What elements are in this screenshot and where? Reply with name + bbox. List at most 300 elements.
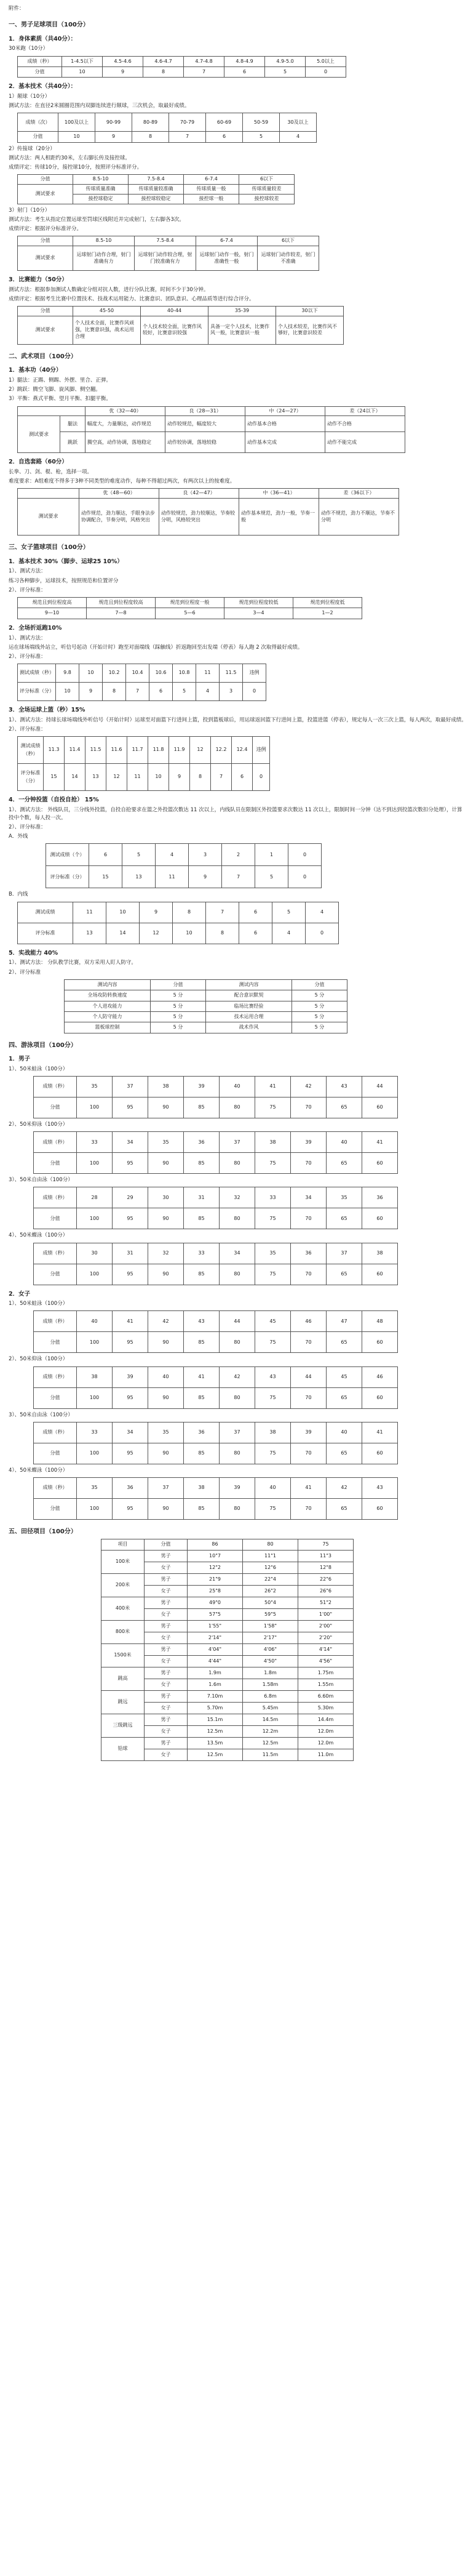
table-cell: 75 xyxy=(255,1443,291,1464)
item-label: 2）传接球（20分） xyxy=(9,145,55,152)
table-cell: 34 xyxy=(113,1422,148,1443)
table-cell: 100 xyxy=(77,1498,113,1519)
row-head: 测试要求 xyxy=(18,185,73,204)
table-cell: 90 xyxy=(148,1153,184,1174)
method-text: 测试方法：根据参加测试人数确定分组对抗人数，进行分队比赛，时间不少于30分钟。 xyxy=(9,286,209,293)
table-cell: 4'14" xyxy=(298,1643,354,1655)
table-cell: 临场比赛经验 xyxy=(206,1001,292,1011)
row-head: 分值 xyxy=(34,1498,77,1519)
swim-score-table xyxy=(33,1076,398,1118)
table-cell: 95 xyxy=(113,1498,148,1519)
table-cell: 10 xyxy=(148,764,169,791)
table-cell: 6 xyxy=(224,66,265,77)
table-cell: 男子 xyxy=(145,1737,188,1749)
event-name: 铅球 xyxy=(101,1737,145,1760)
table-cell: 60-69 xyxy=(206,113,243,132)
table-cell: 60 xyxy=(362,1264,398,1285)
table-cell: 36 xyxy=(291,1243,327,1264)
table-cell: 65 xyxy=(327,1498,362,1519)
table-cell: 15 xyxy=(44,764,65,791)
table-cell: 女子 xyxy=(145,1702,188,1714)
table-cell: 男子 xyxy=(145,1597,188,1608)
table-cell: 运球射门动作较差，射门不准确 xyxy=(258,246,319,271)
table-cell: 40 xyxy=(148,1366,184,1387)
table-cell: 优（32—40） xyxy=(85,406,165,416)
table-cell: 37 xyxy=(113,1077,148,1097)
table-cell: 10 xyxy=(58,132,95,142)
table-cell: 90 xyxy=(148,1498,184,1519)
table-cell: 34 xyxy=(113,1132,148,1153)
table-cell: 80 xyxy=(220,1332,255,1353)
table-cell: 95 xyxy=(113,1264,148,1285)
table-cell: 60 xyxy=(362,1332,398,1353)
table-cell: 65 xyxy=(327,1387,362,1408)
table-cell: 3 xyxy=(189,844,222,866)
table-cell: 40 xyxy=(77,1311,113,1332)
table-cell: 15 xyxy=(89,866,122,888)
table-cell: 26"6 xyxy=(298,1585,354,1597)
table-cell: 40 xyxy=(255,1477,291,1498)
table-cell: 65 xyxy=(327,1208,362,1229)
table-cell: 0 xyxy=(306,923,339,944)
table-cell: 12.4 xyxy=(232,737,253,764)
table-cell: 75 xyxy=(255,1498,291,1519)
table-cell: 女子 xyxy=(145,1608,188,1620)
table-cell: 1.75m xyxy=(298,1667,354,1679)
table-cell: 80 xyxy=(220,1097,255,1118)
table-cell: 70 xyxy=(291,1097,327,1118)
table-cell: 25"8 xyxy=(188,1585,243,1597)
table-cell: 85 xyxy=(184,1332,220,1353)
table-cell: 35 xyxy=(77,1477,113,1498)
std-label: 2）、评分标准： xyxy=(9,824,46,831)
table-cell: 运球射门动作较合理，射门较准确有力 xyxy=(135,246,196,271)
table-cell: 6 xyxy=(149,683,173,701)
table-cell: 100 xyxy=(77,1153,113,1174)
table-cell: 10.6 xyxy=(149,664,173,683)
table-cell: 女子 xyxy=(145,1655,188,1667)
table-cell: 8 xyxy=(143,66,184,77)
table-cell: 8 xyxy=(206,923,239,944)
table-cell: 4.7-4.8 xyxy=(184,56,224,66)
table-cell: 80 xyxy=(220,1387,255,1408)
table-cell: 30 xyxy=(77,1243,113,1264)
table-cell: 80 xyxy=(220,1264,255,1285)
table-cell: 35 xyxy=(148,1132,184,1153)
std-label: 2）、评分标准： xyxy=(9,653,46,660)
table-cell: 6 xyxy=(232,764,253,791)
table-cell: 43 xyxy=(184,1311,220,1332)
table-cell: 80 xyxy=(220,1498,255,1519)
table-cell: 12.0m xyxy=(298,1725,354,1737)
table-cell: 44 xyxy=(291,1366,327,1387)
table-cell: 10 xyxy=(79,664,103,683)
table-cell: 45 xyxy=(255,1311,291,1332)
table-cell: 22"6 xyxy=(298,1573,354,1585)
body-text: 长拳、刀、剑、棍、枪，选择一项。 xyxy=(9,469,93,476)
table-cell: 43 xyxy=(255,1366,291,1387)
table-cell: 规范且到位程度较高 xyxy=(87,598,156,608)
table-cell: 90-99 xyxy=(95,113,132,132)
table-cell: 38 xyxy=(148,1077,184,1097)
section-title-wushu: 二、武术项目（100分） xyxy=(9,353,77,360)
table-cell: 33 xyxy=(184,1243,220,1264)
method-text: 测试方法：考生从指定位置运球至罚球区线附近并完成射门，左右脚各3次。 xyxy=(9,216,184,223)
table-cell: 65 xyxy=(327,1153,362,1174)
table-cell: 49"0 xyxy=(188,1597,243,1608)
row-head: 测试要求 xyxy=(18,416,60,453)
table-cell: 85 xyxy=(184,1153,220,1174)
table-cell: 传球质量准确 xyxy=(73,185,129,195)
table-cell: 5 xyxy=(173,683,196,701)
table-cell: 9 xyxy=(79,683,103,701)
table-cell: 动作基本规范，劲力一般，节奏一般 xyxy=(239,499,319,536)
table-cell: 5 分 xyxy=(292,1022,347,1033)
table-cell: 36 xyxy=(184,1132,220,1153)
table-cell: 90 xyxy=(148,1387,184,1408)
swim-event-label: 4）、50米蝶泳（100分） xyxy=(9,1467,68,1474)
table-cell: 6-7.4 xyxy=(184,175,239,185)
match-eval-table xyxy=(64,979,347,1033)
row-head: 测试要求 xyxy=(18,316,73,344)
table-cell: 1'58" xyxy=(243,1620,298,1632)
row-subhead: 腿法 xyxy=(60,416,85,432)
table-cell: 动作规范，劲力顺达，手眼身法步协调配合，节奏分明，风格突出 xyxy=(79,499,159,536)
table-cell: 35 xyxy=(327,1187,362,1208)
table-cell: 12"6 xyxy=(243,1562,298,1573)
table-cell: 技术运用合理 xyxy=(206,1011,292,1022)
table-cell: 5 分 xyxy=(292,990,347,1001)
item-label: 3）射门（10分） xyxy=(9,207,50,214)
table-cell: 动作不合格 xyxy=(325,416,405,432)
table-cell: 配合意识默契 xyxy=(206,990,292,1001)
table-cell: 11 xyxy=(127,764,148,791)
row-head: 分值 xyxy=(18,66,62,77)
table-cell: 12.2 xyxy=(211,737,232,764)
table-cell: 60 xyxy=(362,1387,398,1408)
table-cell: 50"4 xyxy=(243,1597,298,1608)
table-cell: 33 xyxy=(77,1132,113,1153)
table-cell: 38 xyxy=(362,1243,398,1264)
eval-text: 成绩评定：根据评分标准评分。 xyxy=(9,226,82,233)
table-cell: 65 xyxy=(327,1264,362,1285)
table-cell: 传球质量一般 xyxy=(184,185,239,195)
subsection-title: 4．一分钟投篮（自投自抢） 15% xyxy=(9,796,99,804)
table-cell: 1.6m xyxy=(188,1679,243,1690)
row-head: 成绩（秒） xyxy=(34,1477,77,1498)
table-cell: 8 xyxy=(173,902,206,923)
swim-score-table xyxy=(33,1187,398,1229)
row-head: 评分标准（分） xyxy=(18,764,44,791)
table-cell: 4.8-4.9 xyxy=(224,56,265,66)
table-cell: 14 xyxy=(106,923,140,944)
table-cell: 37 xyxy=(148,1477,184,1498)
table-cell: 6.8m xyxy=(243,1690,298,1702)
row-subhead: 跳跃 xyxy=(60,432,85,453)
row-head: 成绩（秒） xyxy=(18,56,62,66)
table-cell: 12 xyxy=(140,923,173,944)
table-cell: 85 xyxy=(184,1264,220,1285)
table-cell: 9 xyxy=(140,902,173,923)
table-cell: 11 xyxy=(156,866,189,888)
row-head: 评分标准（分） xyxy=(18,683,56,701)
table-cell: 46 xyxy=(362,1366,398,1387)
subsection-title: 3．全场运球上篮（秒）15% xyxy=(9,707,85,714)
sprint-30m-table xyxy=(17,56,346,78)
table-cell: 7—8 xyxy=(87,608,156,619)
table-cell: 6.60m xyxy=(298,1690,354,1702)
table-cell: 41 xyxy=(362,1132,398,1153)
table-cell: 70 xyxy=(291,1443,327,1464)
table-cell: 11.5m xyxy=(243,1749,298,1760)
table-cell: 个人进攻能力 xyxy=(65,1001,151,1011)
table-cell: 接控球较差 xyxy=(239,194,295,204)
table-cell: 80-89 xyxy=(132,113,169,132)
table-cell: 9.8 xyxy=(56,664,79,683)
table-cell: 8.5-10 xyxy=(73,175,129,185)
row-head: 分值 xyxy=(18,175,73,185)
shuttle-run-table xyxy=(17,664,266,701)
table-cell: 40-44 xyxy=(141,307,208,316)
std-label: 2）、评分标准： xyxy=(9,726,46,732)
table-cell: 80 xyxy=(220,1443,255,1464)
row-head: 测试成绩（秒） xyxy=(18,737,44,764)
table-cell: 40 xyxy=(327,1422,362,1443)
table-cell: 规范到位程度低 xyxy=(293,598,362,608)
table-cell: 4'04" xyxy=(188,1643,243,1655)
table-cell: 90 xyxy=(148,1208,184,1229)
table-cell: 37 xyxy=(220,1422,255,1443)
table-cell: 4.9-5.0 xyxy=(265,56,306,66)
table-cell: 35 xyxy=(255,1243,291,1264)
table-cell: 9 xyxy=(95,132,132,142)
table-cell: 7 xyxy=(126,683,149,701)
swim-event-label: 3）、50米自由泳（100分） xyxy=(9,1177,73,1184)
routine-table xyxy=(17,488,399,536)
table-cell: 41 xyxy=(291,1477,327,1498)
table-cell: 60 xyxy=(362,1443,398,1464)
athletics-table xyxy=(101,1539,354,1760)
table-cell: 中（24—27） xyxy=(245,406,325,416)
table-cell: 4 xyxy=(156,844,189,866)
table-cell: 5.0以上 xyxy=(306,56,346,66)
table-cell: 14.5m xyxy=(243,1714,298,1725)
table-cell: 男子 xyxy=(145,1643,188,1655)
table-cell: 75 xyxy=(255,1264,291,1285)
table-cell: 男子 xyxy=(145,1573,188,1585)
subsection-title: 1．基本技术 30%（脚步、运球25 10%） xyxy=(9,558,123,565)
row-head: 成绩（秒） xyxy=(34,1311,77,1332)
table-cell: 39 xyxy=(184,1077,220,1097)
table-cell: 40 xyxy=(220,1077,255,1097)
eval-text: 成绩评定：传球10分，接控球10分，按照评分标准评分。 xyxy=(9,164,143,171)
event-name: 跳远 xyxy=(101,1690,145,1714)
table-cell: 37 xyxy=(327,1243,362,1264)
list-item: 3）平衡：燕式平衡、望月平衡、扣腿平衡。 xyxy=(9,396,111,403)
table-cell: 41 xyxy=(255,1077,291,1097)
table-cell: 41 xyxy=(362,1422,398,1443)
table-cell: 11.5 xyxy=(85,737,106,764)
row-head: 成绩（秒） xyxy=(34,1366,77,1387)
table-cell: 5 分 xyxy=(151,1022,206,1033)
swim-event-label: 2）、50米仰泳（100分） xyxy=(9,1356,68,1363)
row-head: 成绩（秒） xyxy=(34,1243,77,1264)
subsection-title-male: 1．男子 xyxy=(9,1056,31,1063)
row-head: 成绩（次） xyxy=(18,113,58,132)
table-cell: 13 xyxy=(73,923,106,944)
table-header: 分值 xyxy=(151,979,206,990)
table-cell: 35 xyxy=(148,1422,184,1443)
table-header: 80 xyxy=(243,1539,298,1550)
table-cell: 65 xyxy=(327,1443,362,1464)
table-cell: 75 xyxy=(255,1332,291,1353)
table-cell: 50-59 xyxy=(243,113,280,132)
table-cell: 女子 xyxy=(145,1679,188,1690)
table-cell: 5 分 xyxy=(292,1001,347,1011)
table-cell: 5.30m xyxy=(298,1702,354,1714)
table-cell: 4 xyxy=(196,683,220,701)
event-name: 100米 xyxy=(101,1550,145,1573)
table-cell xyxy=(18,406,85,416)
row-head: 分值 xyxy=(34,1097,77,1118)
table-cell: 38 xyxy=(77,1366,113,1387)
row-head: 评分标准（分） xyxy=(46,866,89,888)
subsection-title-female: 2．女子 xyxy=(9,1290,31,1298)
table-cell: 7.10m xyxy=(188,1690,243,1702)
table-cell: 85 xyxy=(184,1097,220,1118)
table-cell: 37 xyxy=(220,1132,255,1153)
swim-event-label: 1）、50米蛙泳（100分） xyxy=(9,1065,68,1072)
table-cell: 7.5-8.4 xyxy=(129,175,184,185)
table-cell: 个人技术较差，比赛作风不够好，比赛意识较差 xyxy=(276,316,344,344)
table-cell: 男子 xyxy=(145,1714,188,1725)
std-label: 2）、评分标准 xyxy=(9,969,41,976)
table-cell: 0 xyxy=(288,844,322,866)
table-cell: 26"2 xyxy=(243,1585,298,1597)
table-cell: 42 xyxy=(291,1077,327,1097)
table-cell: 6 xyxy=(239,923,272,944)
table-cell: 70-79 xyxy=(169,113,206,132)
eval-text: 成绩评定：根据考生比赛中位置技术、技战术运用能力、比赛意识、团队意识、心理品质等进行综合评分。 xyxy=(9,295,255,302)
table-cell: 女子 xyxy=(145,1585,188,1597)
table-cell: 14 xyxy=(65,764,85,791)
table-cell: 2'17" xyxy=(243,1632,298,1643)
subsection-title: 1．基本功（40分） xyxy=(9,367,62,374)
table-cell: 44 xyxy=(220,1311,255,1332)
table-cell: 42 xyxy=(148,1311,184,1332)
table-cell: 90 xyxy=(148,1097,184,1118)
table-cell: 10"7 xyxy=(188,1550,243,1562)
item-label: B．内线 xyxy=(9,891,28,898)
table-header: 项目 xyxy=(101,1539,145,1550)
table-cell: 12 xyxy=(106,764,127,791)
subsection-title: 1．身体素质（共40分）： xyxy=(9,35,77,42)
table-cell: 7.5-8.4 xyxy=(135,236,196,246)
table-cell: 28 xyxy=(77,1187,113,1208)
table-cell: 6 xyxy=(89,844,122,866)
row-head: 测试成绩 xyxy=(18,902,73,923)
table-cell: 15.1m xyxy=(188,1714,243,1725)
table-cell: 规范且到位程度高 xyxy=(18,598,87,608)
method-text: 1）、测试方法： xyxy=(9,635,46,641)
table-cell: 10 xyxy=(173,923,206,944)
table-cell: 12"8 xyxy=(298,1562,354,1573)
table-cell: 优（48—60） xyxy=(79,489,159,499)
table-cell: 12.0m xyxy=(298,1737,354,1749)
table-cell xyxy=(18,489,79,499)
table-cell: 100 xyxy=(77,1264,113,1285)
swim-score-table xyxy=(33,1422,398,1464)
table-cell: 80 xyxy=(220,1208,255,1229)
inside-shooting-table xyxy=(17,902,339,944)
list-item: 2）跳跃：腾空飞脚、旋风脚、侧空翻。 xyxy=(9,387,101,393)
table-cell: 90 xyxy=(148,1332,184,1353)
table-cell: 34 xyxy=(291,1187,327,1208)
table-cell: 1.8m xyxy=(243,1667,298,1679)
table-cell: 39 xyxy=(291,1132,327,1153)
table-cell: 65 xyxy=(327,1332,362,1353)
swim-male-tables xyxy=(9,1065,467,1285)
row-head: 测试要求 xyxy=(18,499,79,536)
table-cell: 13 xyxy=(85,764,106,791)
table-cell: 动作不规范，劲力不顺达，节奏不分明 xyxy=(319,499,399,536)
table-cell: 75 xyxy=(255,1153,291,1174)
table-cell: 7 xyxy=(184,66,224,77)
table-cell: 2'20" xyxy=(298,1632,354,1643)
table-cell: 7 xyxy=(222,866,255,888)
subsection-title: 2．基本技术（共40分）： xyxy=(9,83,77,90)
table-cell: 1.58m xyxy=(243,1679,298,1690)
table-cell: 11.9 xyxy=(169,737,190,764)
table-cell: 10 xyxy=(106,902,140,923)
row-head: 分值 xyxy=(34,1153,77,1174)
table-cell: 80 xyxy=(220,1153,255,1174)
layup-table xyxy=(17,736,270,791)
row-head: 成绩（秒） xyxy=(34,1132,77,1153)
row-head: 分值 xyxy=(34,1443,77,1464)
table-cell: 60 xyxy=(362,1097,398,1118)
table-cell: 100 xyxy=(77,1332,113,1353)
table-cell: 男子 xyxy=(145,1620,188,1632)
table-cell: 5 xyxy=(243,132,280,142)
table-cell: 95 xyxy=(113,1443,148,1464)
table-cell: 11"1 xyxy=(243,1550,298,1562)
swim-score-table xyxy=(33,1477,398,1520)
list-item: 1）腿法：正踢、侧踢、外摆、里合、正弹。 xyxy=(9,377,111,384)
table-cell: 个人技术全面，比赛作风顽强，比赛意识强，战术运用合理 xyxy=(73,316,141,344)
table-cell: 10 xyxy=(62,66,103,77)
table-cell: 11 xyxy=(73,902,106,923)
event-name: 1500米 xyxy=(101,1643,145,1667)
table-cell: 9 xyxy=(103,66,143,77)
table-cell: 动作基本合格 xyxy=(245,416,325,432)
table-cell: 女子 xyxy=(145,1725,188,1737)
swim-event-label: 3）、50米自由泳（100分） xyxy=(9,1411,73,1418)
table-cell: 男子 xyxy=(145,1667,188,1679)
table-cell: 85 xyxy=(184,1443,220,1464)
table-cell: 11.5 xyxy=(220,664,243,683)
table-cell: 14.4m xyxy=(298,1714,354,1725)
table-cell: 动作不能完成 xyxy=(325,432,405,453)
table-cell: 1.9m xyxy=(188,1667,243,1679)
table-cell: 1 xyxy=(255,844,288,866)
table-cell: 5 xyxy=(122,844,156,866)
table-cell: 接控球一般 xyxy=(184,194,239,204)
table-cell: 4'06" xyxy=(243,1643,298,1655)
table-cell: 13 xyxy=(122,866,156,888)
table-cell: 60 xyxy=(362,1498,398,1519)
table-cell: 36 xyxy=(113,1477,148,1498)
